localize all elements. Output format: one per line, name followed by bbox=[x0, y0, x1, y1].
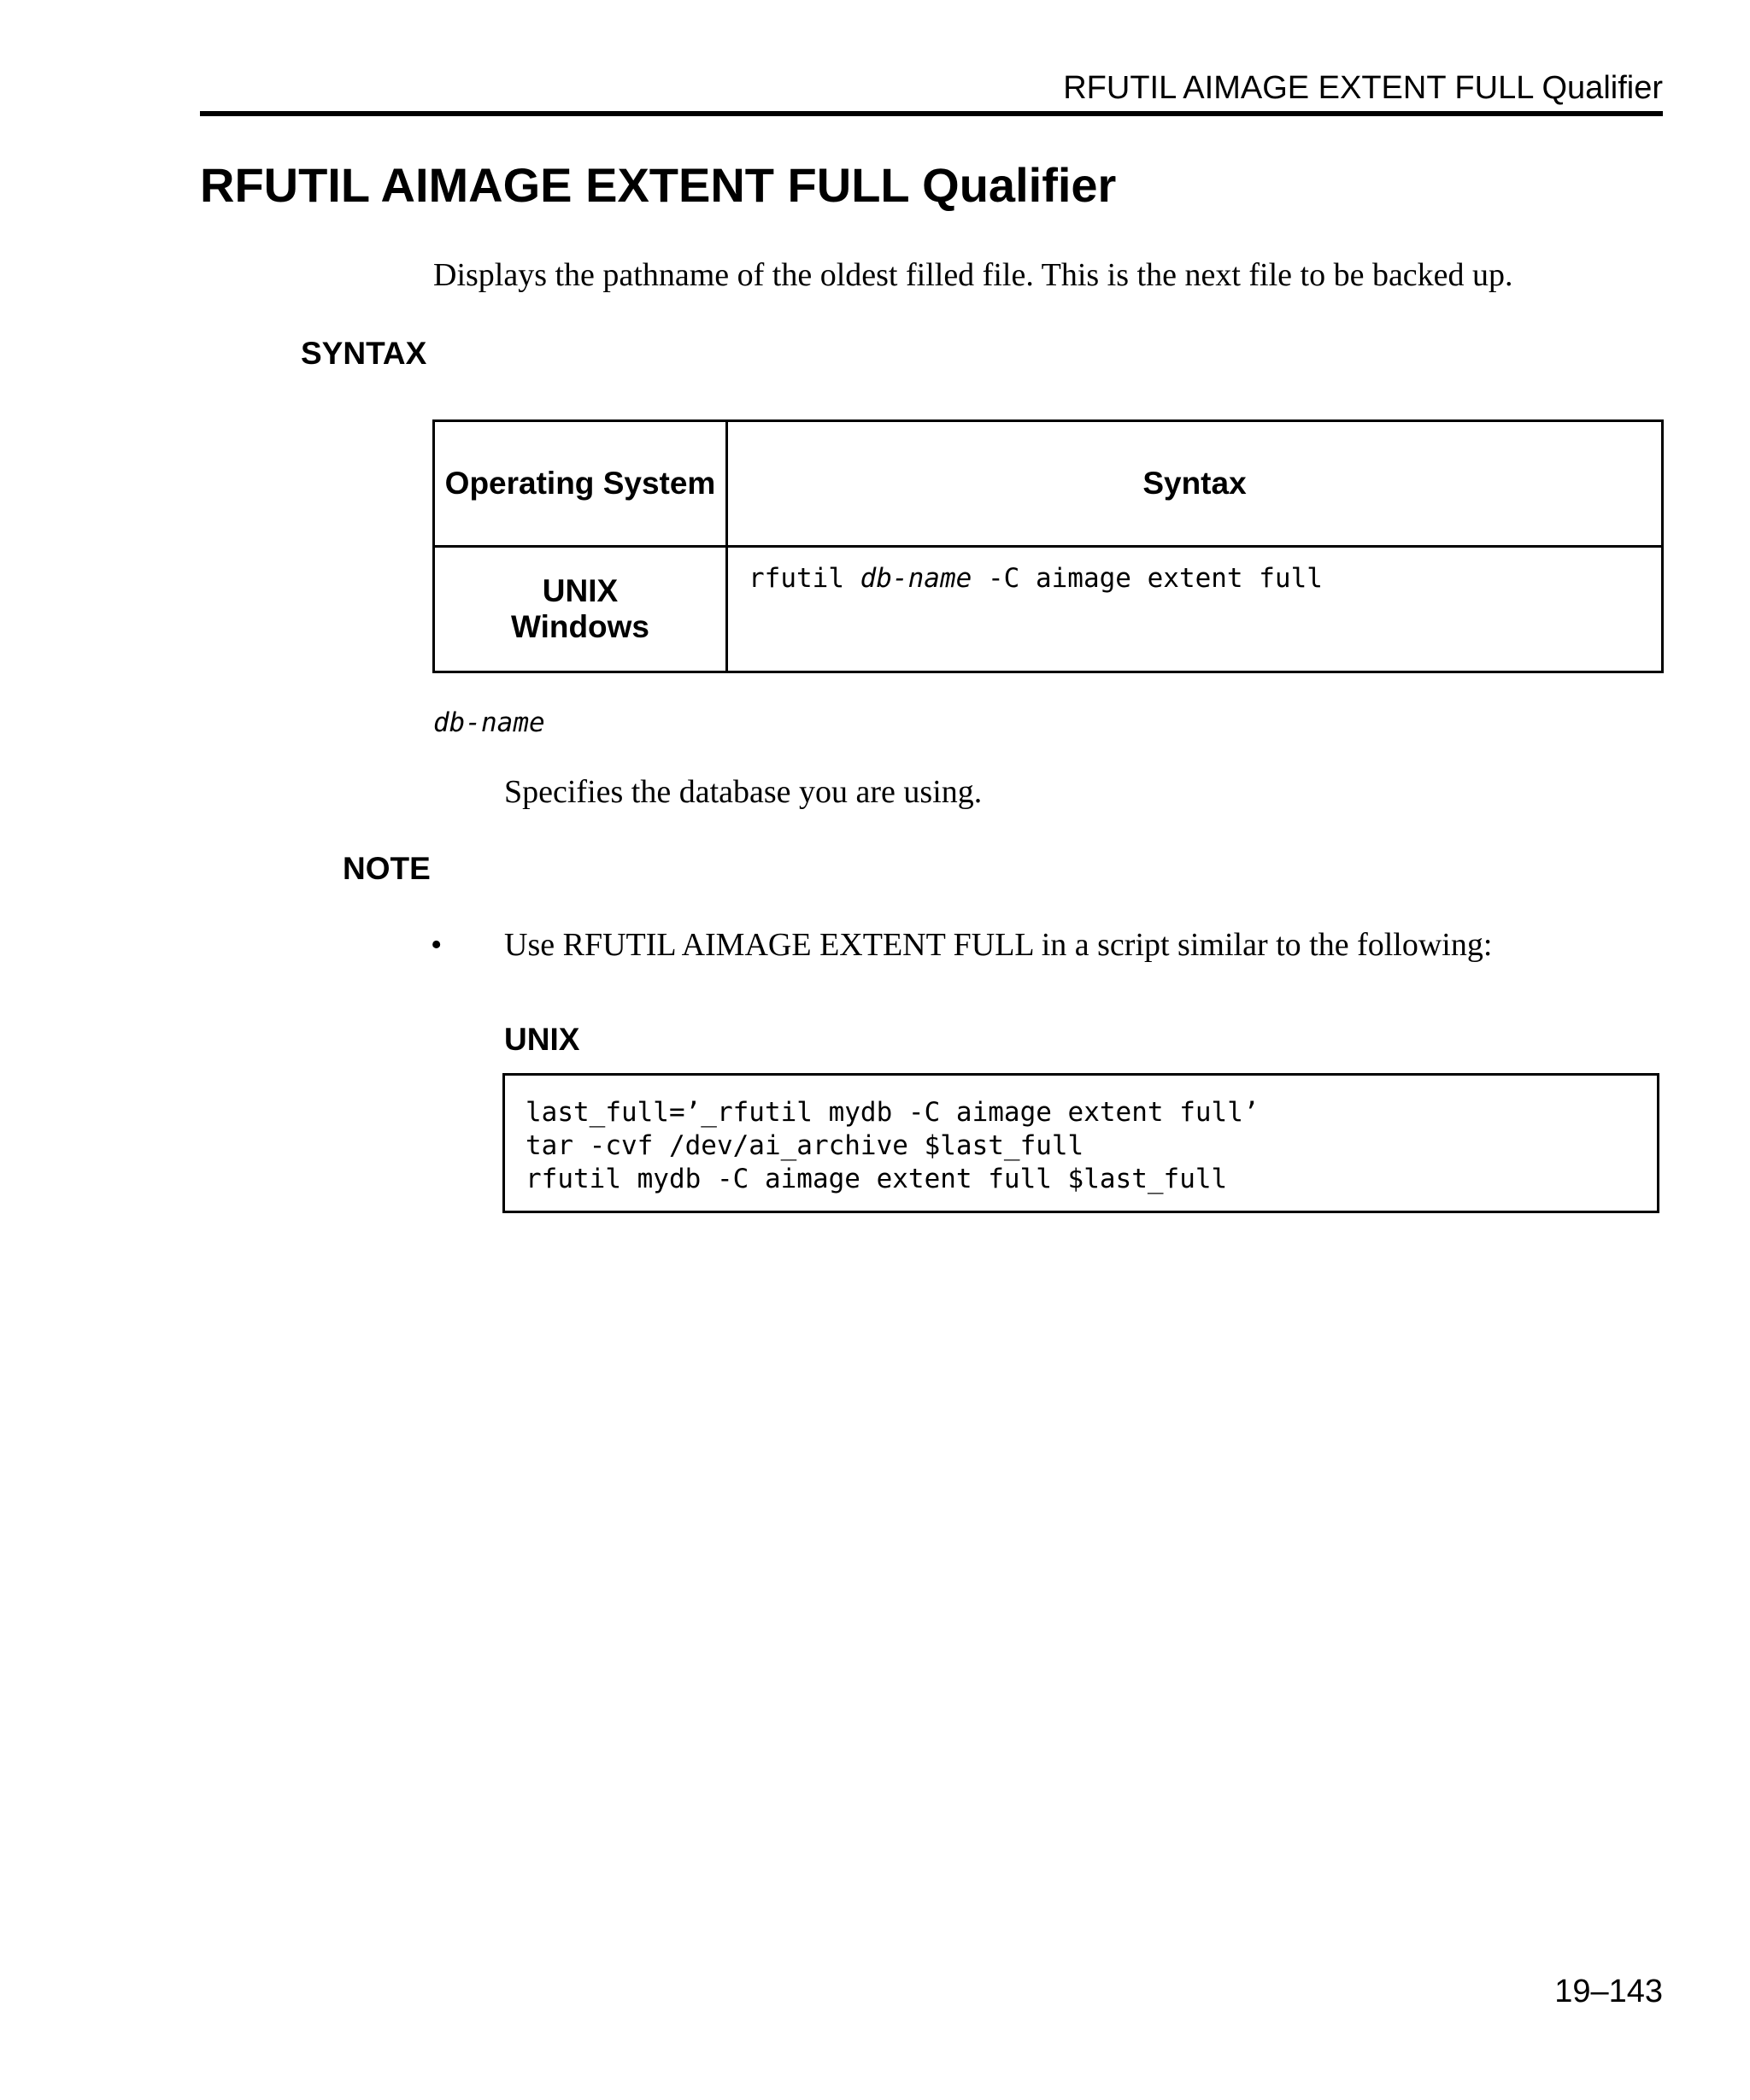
example-heading: UNIX bbox=[504, 1022, 580, 1057]
list-item bbox=[431, 926, 1492, 964]
code-example bbox=[502, 1073, 1659, 1213]
syntax-heading: SYNTAX bbox=[301, 336, 427, 371]
list-item-text: Use RFUTIL AIMAGE EXTENT FULL in a script similar to the following: bbox=[504, 927, 1493, 963]
os-cell bbox=[434, 547, 727, 672]
syntax-cell bbox=[727, 547, 1663, 672]
page-title: RFUTIL AIMAGE EXTENT FULL Qualifier bbox=[200, 158, 1117, 212]
bullet-icon: • bbox=[431, 927, 443, 963]
code-line: rfutil mydb -C aimage extent full $last_full bbox=[526, 1164, 1228, 1194]
column-header-operating-system: Operating System bbox=[434, 421, 727, 547]
description-paragraph: Displays the pathname of the oldest filled file. This is the next file to be backed up. bbox=[433, 257, 1513, 293]
syntax-table bbox=[432, 419, 1664, 673]
column-header-syntax: Syntax bbox=[727, 421, 1663, 547]
header-rule bbox=[200, 111, 1663, 116]
page-number: 19–143 bbox=[1554, 1974, 1663, 2009]
table-row bbox=[434, 547, 1663, 672]
parameter-description: Specifies the database you are using. bbox=[504, 774, 983, 810]
syntax-table-header-row bbox=[434, 421, 1663, 547]
running-header: RFUTIL AIMAGE EXTENT FULL Qualifier bbox=[1063, 70, 1663, 106]
os-unix: UNIX bbox=[542, 573, 619, 608]
os-windows: Windows bbox=[510, 609, 650, 644]
code-line: tar -cvf /dev/ai_archive $last_full bbox=[526, 1130, 1084, 1161]
command-suffix: -C aimage extent full bbox=[972, 563, 1323, 594]
parameter-term: db-name bbox=[433, 707, 545, 738]
code-line: last_full=’_rfutil mydb -C aimage extent full’ bbox=[526, 1097, 1260, 1128]
note-heading: NOTE bbox=[343, 851, 431, 886]
command-prefix: rfutil bbox=[749, 563, 860, 594]
command-arg: db-name bbox=[860, 563, 972, 594]
